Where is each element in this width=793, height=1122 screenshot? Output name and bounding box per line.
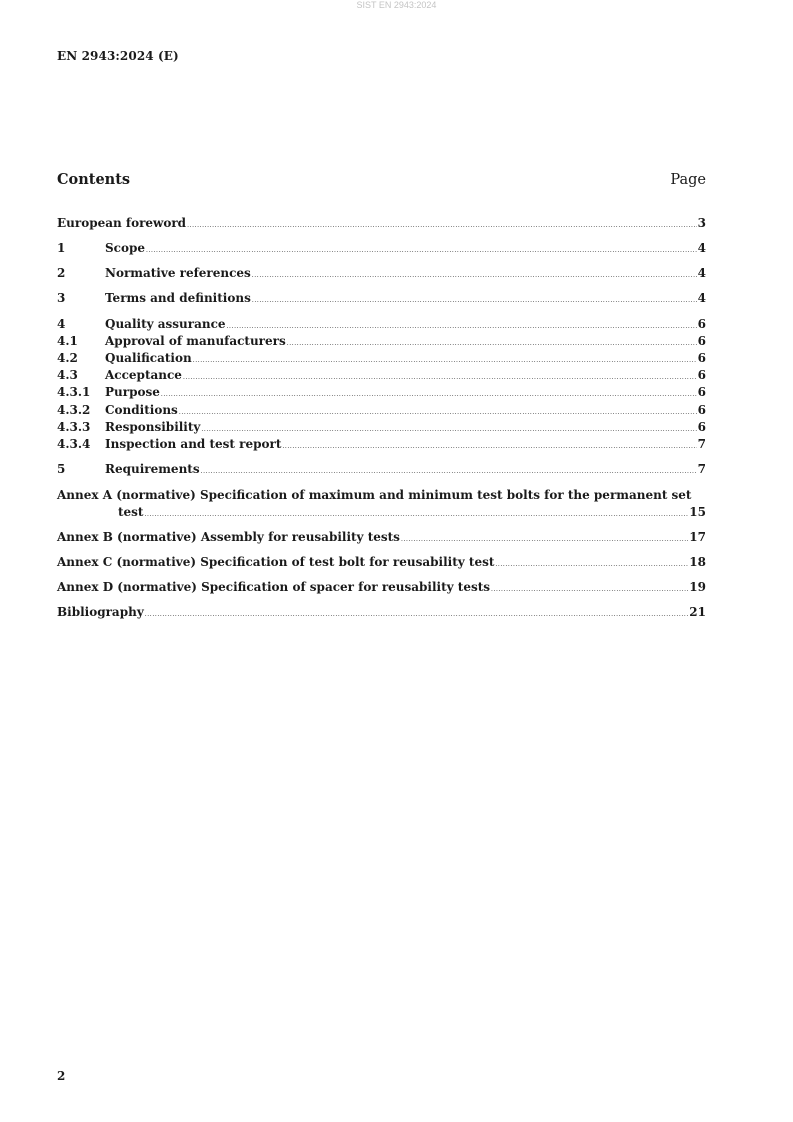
toc-entry-page: 3 (697, 216, 706, 230)
toc-entry-page: 4 (697, 291, 706, 305)
toc-entry-title: Requirements (105, 462, 200, 476)
toc-entry-title: Scope (105, 241, 146, 255)
page-column-label: Page (670, 172, 706, 188)
toc-entry-title: European foreword (57, 216, 187, 230)
toc-entry-title: Qualification (105, 351, 192, 365)
toc-entry-title: Conditions (105, 403, 178, 417)
dot-leader (161, 384, 697, 403)
toc-entry-number: 4.1 (57, 334, 78, 348)
toc-entry-title: Annex A (normative) Specification of maximum and minimum test bolts for the permanent set (57, 488, 692, 502)
toc-entry-title: Normative references (105, 266, 251, 280)
toc-entry-title: Approval of manufacturers (105, 334, 286, 348)
toc-entry-page: 6 (697, 385, 706, 399)
toc-entry-number: 5 (57, 462, 66, 476)
toc-entry-title: Quality assurance (105, 317, 226, 331)
toc-entry-annex-a[interactable] (57, 487, 706, 523)
dot-leader (252, 265, 697, 284)
toc-entry-number: 3 (57, 291, 66, 305)
toc-entry-number: 4.3.3 (57, 420, 91, 434)
toc-entry-scope[interactable] (57, 240, 706, 259)
dot-leader (252, 290, 697, 309)
dot-leader (491, 579, 688, 598)
toc-entry-annex-d[interactable] (57, 579, 706, 598)
watermark: SIST EN 2943:2024 (356, 0, 437, 10)
dot-leader (146, 240, 697, 259)
toc-entry-title: Acceptance (105, 368, 182, 382)
toc-entry-page: 19 (689, 580, 706, 594)
toc-entry-title: Annex C (normative) Specification of test bolt for reusability test (57, 555, 495, 569)
toc-entry-annex-b[interactable] (57, 529, 706, 548)
toc-entry-title: Bibliography (57, 605, 144, 619)
toc-entry-page: 18 (689, 555, 706, 569)
dot-leader (201, 461, 697, 480)
toc-entry-bibliography[interactable] (57, 604, 706, 623)
toc-entry-page: 6 (697, 403, 706, 417)
toc-entry-foreword[interactable] (57, 215, 706, 234)
document-id: EN 2943:2024 (E) (57, 49, 179, 63)
dot-leader (401, 529, 688, 548)
toc-entry-title: Terms and definitions (105, 291, 251, 305)
toc-entry-title: Annex B (normative) Assembly for reusability tests (57, 530, 400, 544)
toc-entry-annex-c[interactable] (57, 554, 706, 573)
toc-entry-inspection-test-report[interactable] (57, 436, 706, 455)
toc-entry-number: 4.3.1 (57, 385, 91, 399)
toc-entry-number: 2 (57, 266, 66, 280)
toc-entry-page: 6 (697, 420, 706, 434)
toc-entry-number: 1 (57, 241, 66, 255)
toc-entry-normative-references[interactable] (57, 265, 706, 284)
toc-entry-terms-definitions[interactable] (57, 290, 706, 309)
toc-entry-page: 15 (689, 505, 706, 519)
toc-entry-title: Purpose (105, 385, 160, 399)
toc-entry-page: 4 (697, 266, 706, 280)
toc-entry-page: 6 (697, 317, 706, 331)
toc-entry-number: 4.3.2 (57, 403, 91, 417)
toc-entry-title: Inspection and test report (105, 437, 282, 451)
dot-leader (495, 554, 688, 573)
toc-entry-title-continuation: test (118, 505, 144, 519)
toc-entry-page: 4 (697, 241, 706, 255)
toc-entry-number: 4.2 (57, 351, 78, 365)
toc-entry-title: Responsibility (105, 420, 201, 434)
toc-entry-purpose[interactable] (57, 384, 706, 403)
toc-entry-page: 7 (697, 462, 706, 476)
toc-entry-page: 6 (697, 351, 706, 365)
toc-entry-page: 17 (689, 530, 706, 544)
toc-entry-requirements[interactable] (57, 461, 706, 480)
toc-entry-page: 6 (697, 334, 706, 348)
contents-header (57, 171, 706, 188)
dot-leader (187, 215, 697, 234)
dot-leader (144, 504, 688, 523)
contents-title: Contents (57, 171, 131, 188)
toc-entry-page: 21 (689, 605, 706, 619)
toc-entry-number: 4 (57, 317, 66, 331)
toc-entry-page: 7 (697, 437, 706, 451)
dot-leader (145, 604, 689, 623)
toc-entry-page: 6 (697, 368, 706, 382)
dot-leader (282, 436, 696, 455)
toc-entry-title: Annex D (normative) Specification of spacer for reusability tests (57, 580, 491, 594)
page-number: 2 (57, 1069, 66, 1083)
toc-entry-number: 4.3.4 (57, 437, 91, 451)
toc-entry-number: 4.3 (57, 368, 78, 382)
